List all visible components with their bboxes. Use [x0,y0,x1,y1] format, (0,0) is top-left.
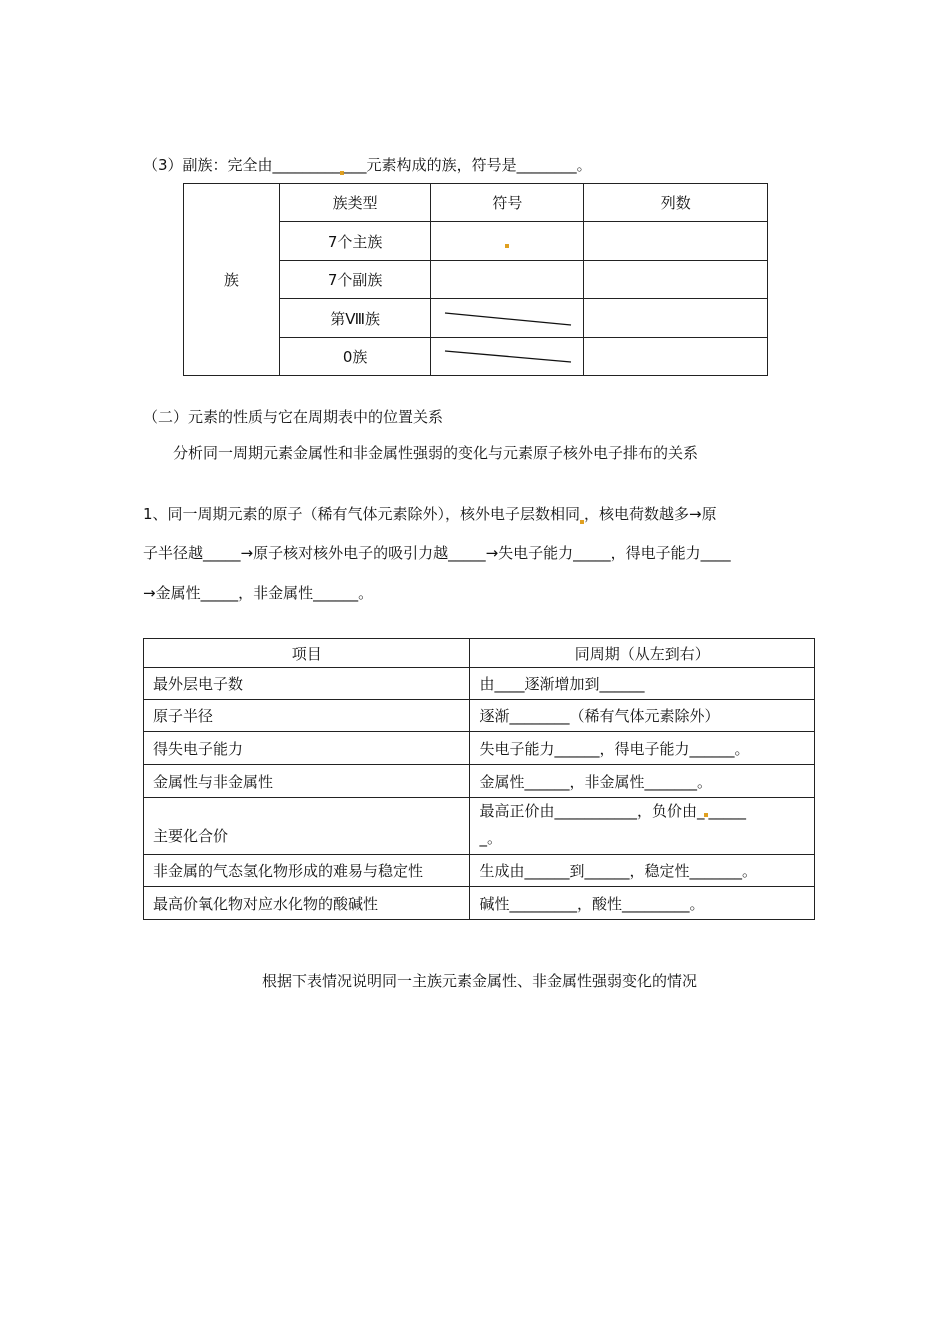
value-outer-electrons: 由____逐渐增加到______ [470,668,815,700]
para1-line1-text-b: ，核电荷数越多→原 [584,505,717,523]
header-symbol: 符号 [431,184,584,222]
cell-symbol [431,222,584,261]
header-columns: 列数 [584,184,768,222]
header-period: 同周期（从左到右） [470,639,815,668]
para1-line3: →金属性_____，非金属性______。 [143,584,374,602]
item-atomic-radius: 原子半径 [144,700,470,732]
cell-columns [584,299,768,338]
mark-dot [580,520,584,524]
value-metallic: 金属性______，非金属性_______。 [470,765,815,798]
footer-text: 根据下表情况说明同一主族元素金属性、非金属性强弱变化的情况 [262,972,698,990]
cell-columns [584,261,768,299]
sec3-blank1b: ___ [344,156,367,174]
sec3-blank2: ________ [516,156,577,174]
row-group-zero: 0族 [279,338,431,376]
value-hydroxide: 碱性_________，酸性_________。 [470,887,815,920]
header-type: 族类型 [279,184,431,222]
sec3-prefix: （3）副族：完全由 [143,156,273,174]
value-hydride: 生成由______到______，稳定性_______。 [470,855,815,887]
value-valence-line2: _。 [479,829,502,847]
mark-dot [505,244,509,248]
para1-line1 [143,495,717,534]
value-atomic-radius: 逐渐________（稀有气体元素除外） [470,700,815,732]
row-main-groups: 7个主族 [279,222,431,261]
row-sub-groups: 7个副族 [279,261,431,299]
period-table [143,638,815,920]
value-electron-ability: 失电子能力______，得电子能力______。 [470,732,815,765]
para1-line2: 子半径越_____→原子核对核外电子的吸引力越_____→失电子能力_____，得电子能力____ [143,544,731,562]
value-valence [470,798,815,855]
sec3-mid: 元素构 [366,156,412,174]
para1-line1-text: 1、同一周期元素的原子（稀有气体元素除外），核外电子层数相同 [143,505,581,523]
sec3-blank1: _________ [272,156,341,174]
item-valence: 主要化合价 [144,798,470,855]
sec3-mid2: 成的族，符号是 [411,156,517,174]
item-electron-ability: 得失电子能力 [144,732,470,765]
diagonal-line [431,303,581,333]
group-table [183,183,768,376]
value-valence-line1: 最高正价由___________，负价由_ [479,802,705,820]
cell-symbol [431,261,584,299]
cell-symbol-slash [431,299,584,338]
item-metallic: 金属性与非金属性 [144,765,470,798]
cell-columns [584,338,768,376]
cell-columns [584,222,768,261]
group-row-header: 族 [184,184,280,376]
cell-symbol-slash [431,338,584,376]
sec3-line [143,154,592,175]
row-group-viii: 第Ⅷ族 [279,299,431,338]
analysis-text: 分析同一周期元素金属性和非金属性强弱的变化与元素原子核外电子排布的关系 [173,444,699,462]
item-hydride: 非金属的气态氢化物形成的难易与稳定性 [144,855,470,887]
diagonal-line [431,342,581,372]
mark-dot [704,813,708,817]
sec3-end: 。 [576,156,592,174]
section-title: （二）元素的性质与它在周期表中的位置关系 [143,408,444,426]
item-hydroxide: 最高价氧化物对应水化物的酸碱性 [144,887,470,920]
value-valence-line1-b: _____ [708,802,746,820]
header-item: 项目 [144,639,470,668]
item-outer-electrons: 最外层电子数 [144,668,470,700]
